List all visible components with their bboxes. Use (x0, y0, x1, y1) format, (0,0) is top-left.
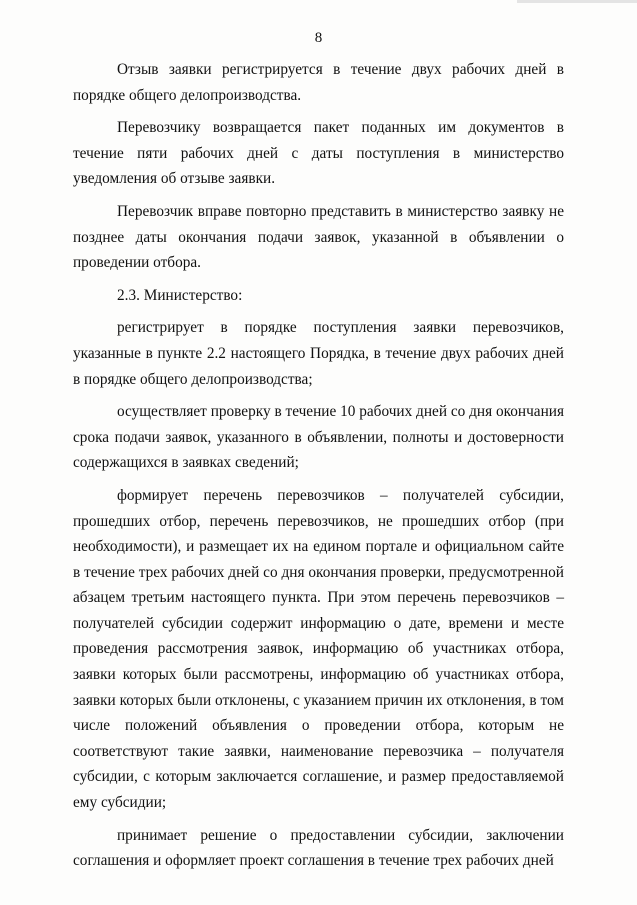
paragraph-forms-list: формирует перечень перевозчиков – получателей субсидии, прошедших отбор, перечень перевозчиков, не прошедших отбор (при необходимости), и размещает их на едином портале и официальном сайте в течение трех рабочих дней со дня окончания проверки, предусмотренной абзацем третьим настоящего пункта. При этом перечень перевозчиков – получателей субсидии содержит информацию о дате, времени и месте проведения рассмотрения заявок, информацию об участниках отбора, заявки которых были рассмотрены, информацию об участниках отбора, заявки которых были отклонены, с указанием причин их отклонения, в том числе положений объявления о проведении отбора, которым не соответствуют такие заявки, наименование перевозчика – получателя субсидии, с которым заключается соглашение, и размер предоставляемой ему субсидии; (73, 486, 564, 812)
document-body (73, 57, 564, 881)
paragraph-documents-return: Перевозчику возвращается пакет поданных им документов в течение пяти рабочих дней с даты поступления в министерство уведомления об отзыве заявки. (73, 119, 564, 188)
paragraph-decision: принимает решение о предоставлении субсидии, заключении соглашения и оформляет проект соглашения в течение трех рабочих дней (73, 826, 564, 870)
paragraph-resubmission: Перевозчик вправе повторно представить в министерство заявку не позднее даты окончания подачи заявок, указанной в объявлении о проведении отбора. (73, 202, 564, 272)
paragraph-verification: осуществляет проверку в течение 10 рабочих дней со дня окончания срока подачи заявок, указанного в объявлении, полноты и достоверности содержащихся в заявках сведений; (73, 403, 564, 472)
page-number: 8 (314, 30, 323, 46)
scan-edge-mark (517, 0, 637, 3)
paragraph-withdrawal-registration: Отзыв заявки регистрируется в течение двух рабочих дней в порядке общего делопроизводства. (73, 61, 564, 104)
paragraph-section-heading: 2.3. Министерство: (117, 286, 243, 304)
paragraph-registers: регистрирует в порядке поступления заявки перевозчиков, указанные в пункте 2.2 настоящего Порядка, в течение двух рабочих дней в порядке общего делопроизводства; (73, 319, 564, 388)
